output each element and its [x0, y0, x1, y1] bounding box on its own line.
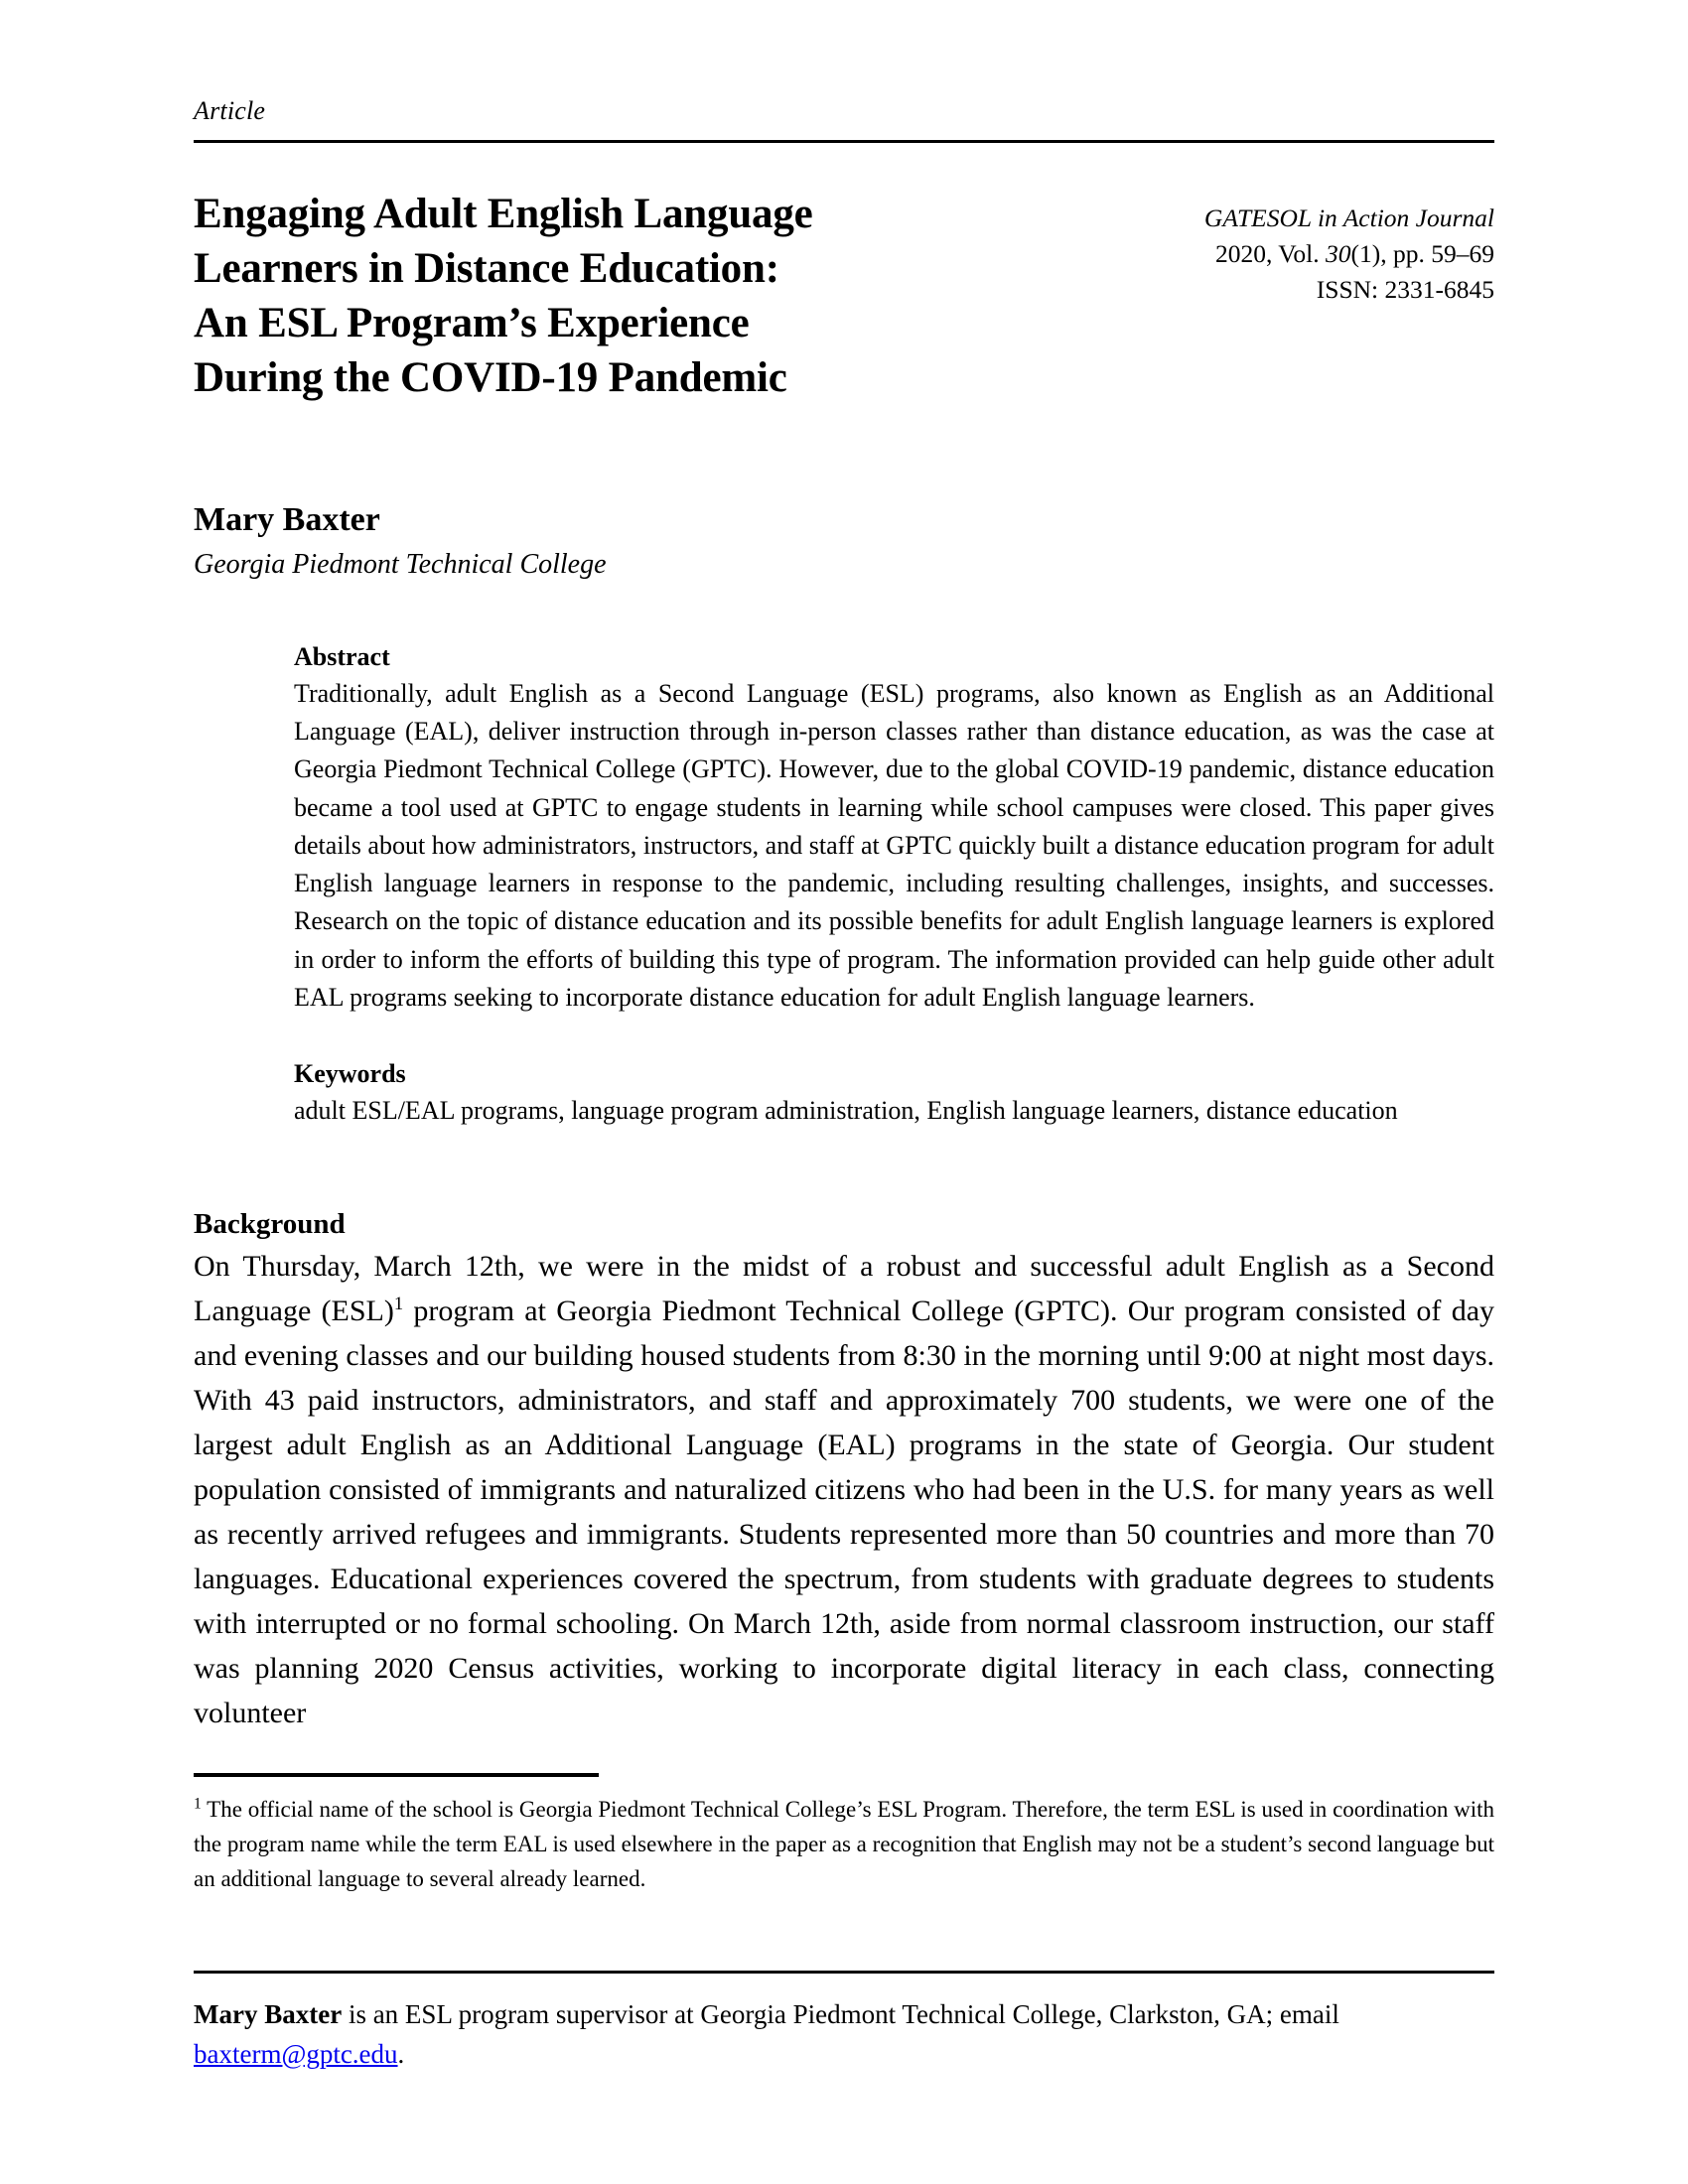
footnote-reference-marker[interactable]: 1 [393, 1293, 404, 1314]
bio-text-before-email: is an ESL program supervisor at Georgia Piedmont Technical College, Clarkston, GA; email [342, 1999, 1339, 2029]
author-bio-text [194, 1995, 1494, 2075]
journal-volume-number: 30 [1326, 238, 1351, 268]
abstract-section [294, 641, 1494, 1017]
journal-volume-line [1097, 236, 1494, 272]
bio-author-name: Mary Baxter [194, 1999, 343, 2029]
running-head-article-type: Article [194, 96, 266, 125]
footnote-section [194, 1773, 1494, 1897]
author-name: Mary Baxter [194, 500, 380, 538]
journal-year-vol-prefix: 2020, Vol. [1215, 238, 1327, 268]
page-title [194, 187, 1067, 405]
title-line-4: During the COVID-19 Pandemic [194, 353, 787, 401]
title-and-journal-info-row [194, 187, 1494, 405]
journal-info-block [1097, 187, 1494, 309]
footnote-number: 1 [194, 1795, 202, 1813]
background-paragraph-part-1: On Thursday, March 12th, we were in the midst of a robust and successful adult English as a Second Language (ESL) [194, 1249, 1494, 1327]
footnote-body: The official name of the school is Georgia Piedmont Technical College’s ESL Program. Therefore, the term ESL is used in coordination with the program name while the term EAL is used elsewhere in the paper as a recognition that English may not be a student’s second language but an additional language to several already learned. [194, 1797, 1494, 1891]
journal-issn: ISSN: 2331-6845 [1316, 275, 1494, 304]
author-affiliation: Georgia Piedmont Technical College [194, 548, 607, 580]
title-line-1: Engaging Adult English Language [194, 190, 813, 237]
keywords-label: Keywords [294, 1058, 406, 1088]
abstract-label: Abstract [294, 641, 390, 671]
header-divider-rule [194, 140, 1494, 143]
background-section [194, 1206, 1494, 1735]
bio-separator-rule [194, 1971, 1494, 1974]
title-line-2: Learners in Distance Education: [194, 244, 779, 292]
title-line-3: An ESL Program’s Experience [194, 299, 750, 346]
footnote-separator-rule [194, 1773, 599, 1777]
keywords-text: adult ESL/EAL programs, language program administration, English language learners, distance education [294, 1096, 1398, 1126]
author-email-link[interactable]: baxterm@gptc.edu [194, 2038, 398, 2069]
background-paragraph-part-2: program at Georgia Piedmont Technical College (GPTC). Our program consisted of day and evening classes and our building housed students from 8:30 in the morning until 9:00 at night most days. With 43 paid instructors, administrators, and staff and approximately 700 students, we were one of the largest adult English as an Additional Language (EAL) programs in the state of Georgia. Our student population consisted of immigrants and naturalized citizens who had been in the U.S. for many years as well as recently arrived refugees and immigrants. Students represented more than 50 countries and more than 70 languages. Educational experiences covered the spectrum, from students with graduate degrees to students with interrupted or no formal schooling. On March 12th, aside from normal classroom instruction, our staff was planning 2020 Census activities, working to incorporate digital literacy in each class, connecting volunteer [194, 1294, 1495, 1729]
bio-text-after-email: . [397, 2038, 405, 2069]
footnote-text [194, 1793, 1494, 1897]
background-paragraph [194, 1244, 1494, 1735]
author-bio-section [194, 1971, 1494, 2075]
page-content-column [194, 0, 1494, 1735]
title-block [194, 187, 1067, 405]
journal-name: GATESOL in Action Journal [1203, 203, 1494, 232]
author-block [194, 500, 1494, 582]
background-heading: Background [194, 1207, 346, 1240]
keywords-section [294, 1058, 1494, 1131]
abstract-text: Traditionally, adult English as a Second Language (ESL) programs, also known as English as an Additional Language (EAL), deliver instruction through in-person classes rather than distance education, as was the case at Georgia Piedmont Technical College (GPTC). However, due to the global COVID-19 pandemic, distance education became a tool used at GPTC to engage students in learning while school campuses were closed. This paper gives details about how administrators, instructors, and staff at GPTC quickly built a distance education program for adult English language learners in response to the pandemic, including resulting challenges, insights, and successes. Research on the topic of distance education and its possible benefits for adult English language learners is explored in order to inform the efforts of building this type of program. The information provided can help guide other adult EAL programs seeking to incorporate distance education for adult English language learners. [294, 679, 1494, 1012]
journal-issue-pages: (1), pp. 59–69 [1350, 238, 1494, 268]
